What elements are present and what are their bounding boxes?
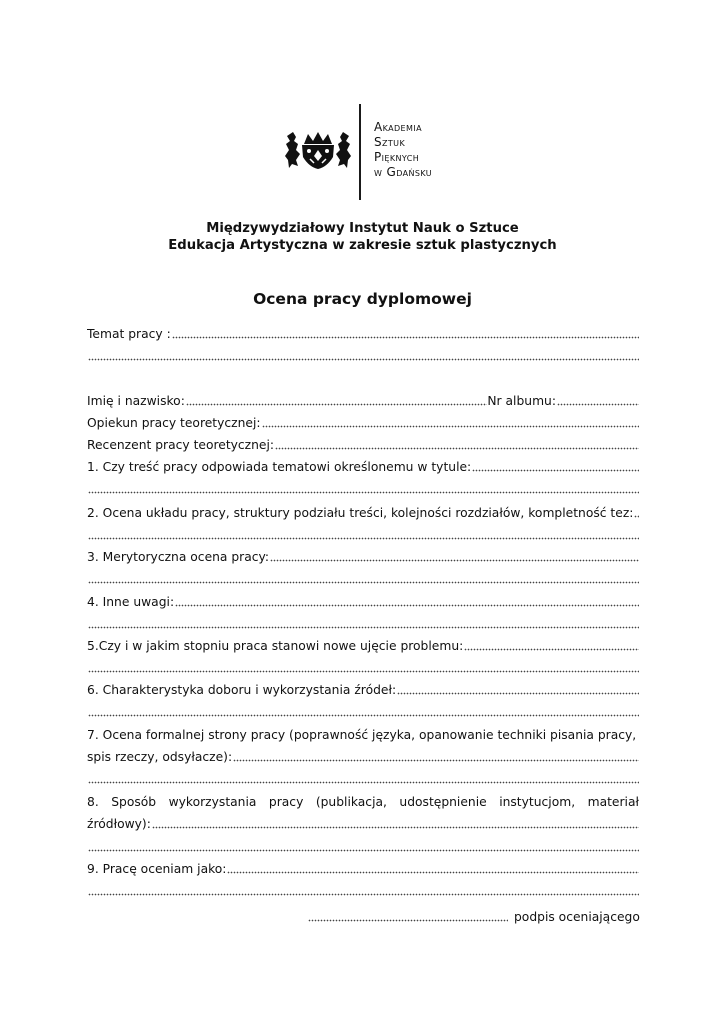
fill-line bbox=[88, 713, 639, 717]
question-2[interactable] bbox=[87, 500, 639, 520]
program-name: Edukacja Artystyczna w zakresie sztuk plastycznych bbox=[168, 238, 557, 253]
fill-line bbox=[227, 870, 639, 874]
fill-line bbox=[88, 580, 639, 584]
fill-line bbox=[262, 424, 639, 428]
fill-line bbox=[88, 357, 639, 361]
question-1-answer-line[interactable] bbox=[87, 476, 639, 496]
fill-line bbox=[88, 625, 639, 629]
academy-name-line: Akademia bbox=[374, 120, 422, 134]
fill-line bbox=[472, 468, 639, 472]
academy-name bbox=[374, 120, 432, 180]
supervisor-label: Opiekun pracy teoretycznej: bbox=[87, 416, 261, 430]
question-8-word: udostępnienie bbox=[399, 795, 487, 809]
fill-line bbox=[634, 514, 639, 518]
question-2-answer-line[interactable] bbox=[87, 522, 639, 542]
question-8-word: wykorzystania bbox=[168, 795, 257, 809]
question-4-label: 4. Inne uwagi: bbox=[87, 595, 175, 609]
question-8 bbox=[87, 789, 639, 809]
question-8-answer-line[interactable] bbox=[87, 834, 639, 854]
question-3[interactable] bbox=[87, 544, 639, 564]
fill-line bbox=[172, 335, 639, 339]
question-1-label: 1. Czy treść pracy odpowiada tematowi określonemu w tytule: bbox=[87, 460, 472, 474]
page-title: Ocena pracy dyplomowej bbox=[253, 290, 472, 308]
topic-field[interactable] bbox=[87, 321, 639, 341]
logo-divider bbox=[359, 104, 361, 200]
question-4-answer-line[interactable] bbox=[87, 611, 639, 631]
fill-line bbox=[397, 691, 639, 695]
academy-name-line: Sztuk bbox=[374, 135, 406, 149]
fill-line bbox=[88, 848, 639, 852]
student-name-label: Imię i nazwisko: bbox=[87, 394, 185, 408]
question-7 bbox=[87, 722, 639, 742]
institute-name: Międzywydziałowy Instytut Nauk o Sztuce bbox=[206, 221, 519, 236]
fill-line bbox=[270, 558, 639, 562]
fill-line bbox=[152, 825, 639, 829]
question-8-word: materiał bbox=[587, 795, 639, 809]
question-8-word: (publikacja, bbox=[315, 795, 387, 809]
question-6[interactable] bbox=[87, 677, 639, 697]
topic-field-continuation[interactable] bbox=[87, 343, 639, 363]
supervisor-field[interactable] bbox=[87, 410, 639, 430]
question-6-answer-line[interactable] bbox=[87, 699, 639, 719]
topic-label: Temat pracy : bbox=[87, 327, 171, 341]
question-8-word: pracy bbox=[268, 795, 304, 809]
album-number-label: Nr albumu: bbox=[487, 394, 556, 408]
question-3-label: 3. Merytoryczna ocena pracy: bbox=[87, 550, 270, 564]
question-7-continuation[interactable] bbox=[87, 744, 639, 764]
fill-line bbox=[88, 780, 639, 784]
album-number-fill-line[interactable] bbox=[557, 402, 639, 406]
question-9[interactable] bbox=[87, 856, 639, 876]
academy-name-line: Pięknych bbox=[374, 150, 420, 164]
question-8-word: 8. bbox=[87, 795, 99, 809]
student-name-field[interactable] bbox=[87, 388, 639, 408]
signature-fill-line bbox=[308, 918, 508, 922]
question-8-word: instytucjom, bbox=[499, 795, 576, 809]
fill-line bbox=[88, 669, 639, 673]
question-7-label-continuation: spis rzeczy, odsyłacze): bbox=[87, 750, 233, 764]
question-7-answer-line[interactable] bbox=[87, 766, 639, 786]
question-6-label: 6. Charakterystyka doboru i wykorzystania źródeł: bbox=[87, 683, 397, 697]
reviewer-label: Recenzent pracy teoretycznej: bbox=[87, 438, 275, 452]
question-3-answer-line[interactable] bbox=[87, 566, 639, 586]
signature-field[interactable] bbox=[307, 904, 639, 924]
question-9-answer-line[interactable] bbox=[87, 878, 639, 898]
signature-label: podpis oceniającego bbox=[514, 910, 640, 924]
fill-line bbox=[88, 892, 639, 896]
academy-emblem-icon bbox=[284, 130, 352, 170]
question-5[interactable] bbox=[87, 633, 639, 653]
question-5-label: 5.Czy i w jakim stopniu praca stanowi nowe ujęcie problemu: bbox=[87, 639, 464, 653]
reviewer-field[interactable] bbox=[87, 432, 639, 452]
academy-logo bbox=[284, 104, 454, 200]
question-5-answer-line[interactable] bbox=[87, 655, 639, 675]
fill-line bbox=[275, 446, 639, 450]
fill-line bbox=[233, 758, 639, 762]
fill-line bbox=[464, 647, 639, 651]
question-9-label: 9. Pracę oceniam jako: bbox=[87, 862, 227, 876]
fill-line bbox=[88, 490, 639, 494]
fill-line bbox=[88, 536, 639, 540]
question-4[interactable] bbox=[87, 589, 639, 609]
question-8-word: Sposób bbox=[111, 795, 157, 809]
question-8-continuation[interactable] bbox=[87, 811, 639, 831]
academy-name-line: w Gdańsku bbox=[374, 165, 433, 179]
fill-line bbox=[186, 402, 488, 406]
question-8-label-continuation: źródłowy): bbox=[87, 817, 151, 831]
question-2-label: 2. Ocena układu pracy, struktury podziału treści, kolejności rozdziałów, kompletność tez: bbox=[87, 506, 634, 520]
question-7-label: 7. Ocena formalnej strony pracy (poprawność języka, opanowanie techniki pisania pracy, bbox=[87, 728, 637, 742]
fill-line bbox=[175, 603, 639, 607]
question-1[interactable] bbox=[87, 454, 639, 474]
